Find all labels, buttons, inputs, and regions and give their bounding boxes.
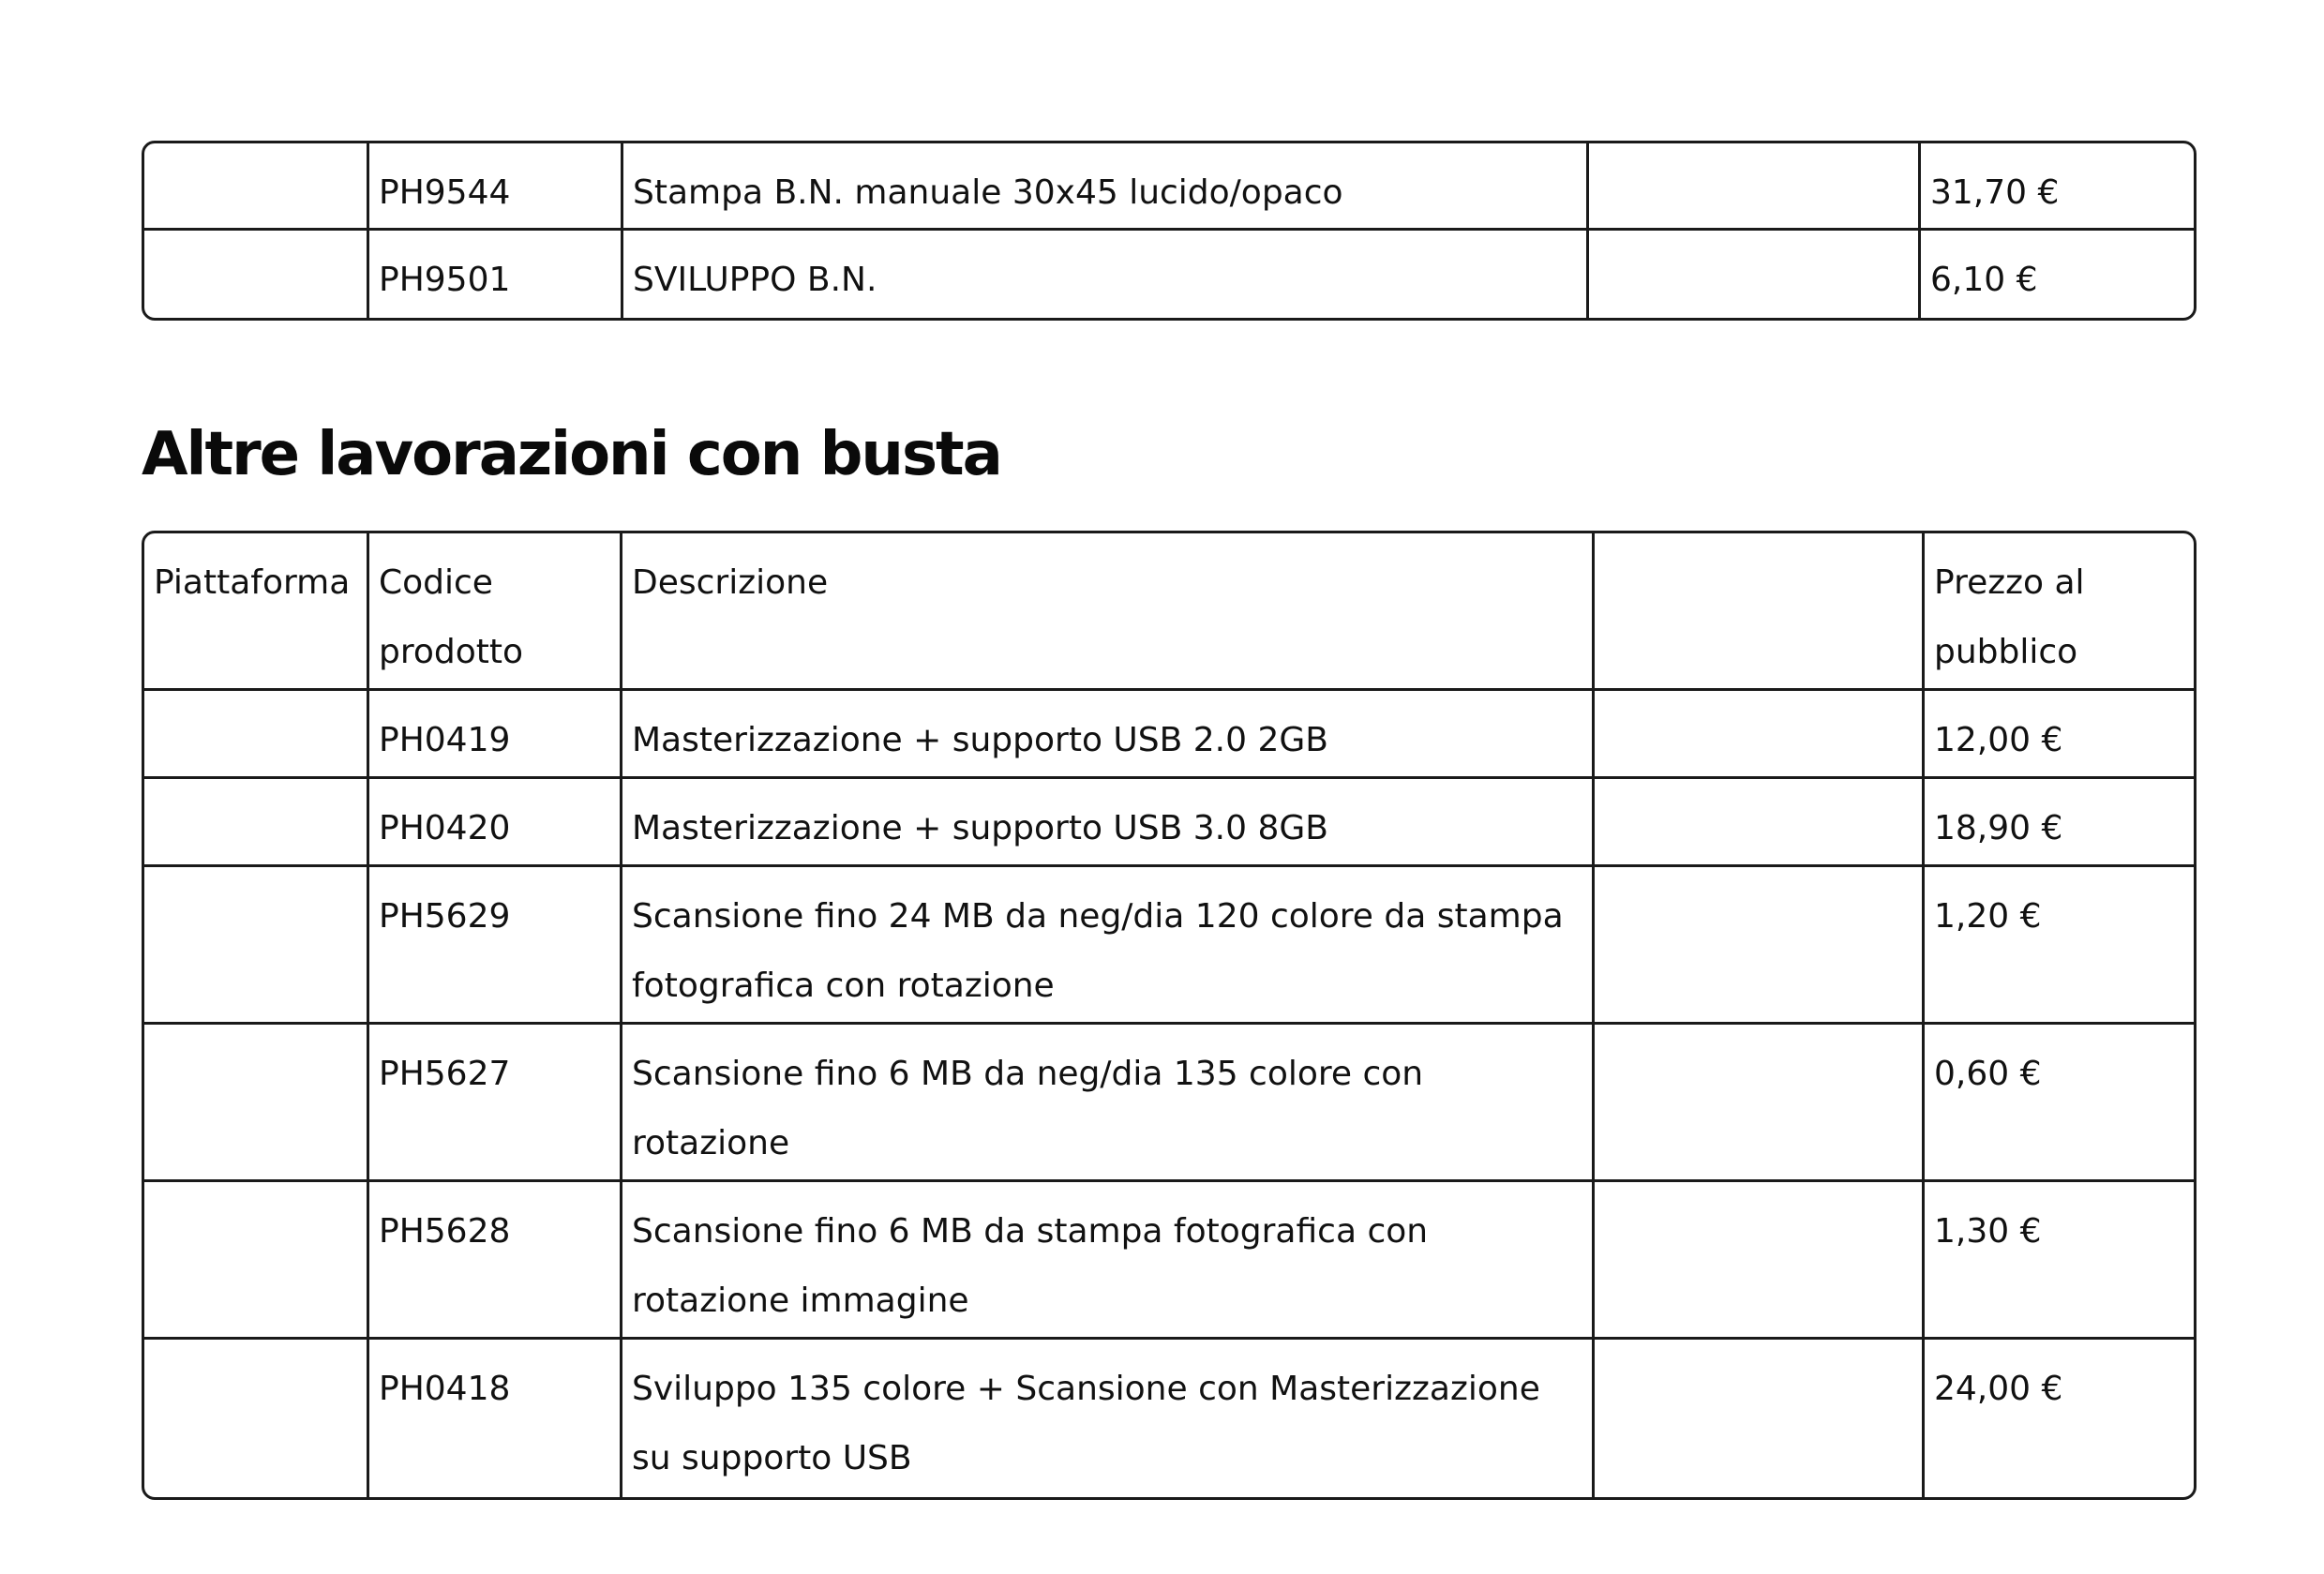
platform-cell <box>144 1182 369 1340</box>
price-table-continued <box>142 141 2197 321</box>
table-row <box>144 1025 2194 1182</box>
description-cell: Sviluppo 135 colore + Scansione con Masterizzazione su supporto USB <box>622 1340 1595 1497</box>
product-code-cell: PH5629 <box>369 867 622 1025</box>
extra-cell <box>1595 1340 1925 1497</box>
price-table <box>142 531 2197 1500</box>
extra-cell <box>1595 691 1925 779</box>
description-cell: Masterizzazione + supporto USB 2.0 2GB <box>622 691 1595 779</box>
table-row <box>144 867 2194 1025</box>
price-cell: 1,30 € <box>1925 1182 2194 1340</box>
extra-cell <box>1589 231 1921 318</box>
table-row <box>144 779 2194 867</box>
product-code-cell: PH5628 <box>369 1182 622 1340</box>
header-extra <box>1595 533 1925 691</box>
platform-cell <box>144 691 369 779</box>
price-cell: 18,90 € <box>1925 779 2194 867</box>
description-cell: Stampa B.N. manuale 30x45 lucido/opaco <box>623 143 1589 231</box>
extra-cell <box>1595 1025 1925 1182</box>
table-header-row <box>144 533 2194 691</box>
extra-cell <box>1595 779 1925 867</box>
header-platform: Piattaforma <box>144 533 369 691</box>
platform-cell <box>144 231 369 318</box>
product-code-cell: PH0420 <box>369 779 622 867</box>
product-code-cell: PH9544 <box>369 143 623 231</box>
table-row <box>144 1340 2194 1497</box>
price-cell: 12,00 € <box>1925 691 2194 779</box>
price-cell: 1,20 € <box>1925 867 2194 1025</box>
description-cell: SVILUPPO B.N. <box>623 231 1589 318</box>
table-row <box>144 1182 2194 1340</box>
price-cell: 6,10 € <box>1930 261 2038 299</box>
product-code-cell: PH0419 <box>369 691 622 779</box>
description-cell: Scansione fino 24 MB da neg/dia 120 colore da stampa fotografica con rotazione <box>622 867 1595 1025</box>
extra-cell <box>1595 1182 1925 1340</box>
platform-cell <box>144 867 369 1025</box>
header-price: Prezzo al pubblico <box>1925 533 2194 691</box>
table-row <box>144 143 2194 231</box>
table-row <box>144 231 2194 318</box>
platform-cell <box>144 779 369 867</box>
extra-cell <box>1595 867 1925 1025</box>
platform-cell <box>144 143 369 231</box>
price-cell: 0,60 € <box>1925 1025 2194 1182</box>
description-cell: Masterizzazione + supporto USB 3.0 8GB <box>622 779 1595 867</box>
price-cell: 24,00 € <box>1934 1370 2063 1408</box>
header-description: Descrizione <box>622 533 1595 691</box>
section-title: Altre lavorazioni con busta <box>142 420 1001 489</box>
price-cell: 31,70 € <box>1921 143 2194 231</box>
extra-cell <box>1589 143 1921 231</box>
product-code-cell: PH5627 <box>369 1025 622 1182</box>
description-cell: Scansione fino 6 MB da stampa fotografica con rotazione immagine <box>622 1182 1595 1340</box>
product-code-cell: PH9501 <box>369 231 623 318</box>
table-row <box>144 691 2194 779</box>
product-code-cell: PH0418 <box>369 1340 622 1497</box>
platform-cell <box>144 1025 369 1182</box>
header-product-code: Codice prodotto <box>369 533 622 691</box>
description-cell: Scansione fino 6 MB da neg/dia 135 colore con rotazione <box>622 1025 1595 1182</box>
platform-cell <box>144 1340 369 1497</box>
